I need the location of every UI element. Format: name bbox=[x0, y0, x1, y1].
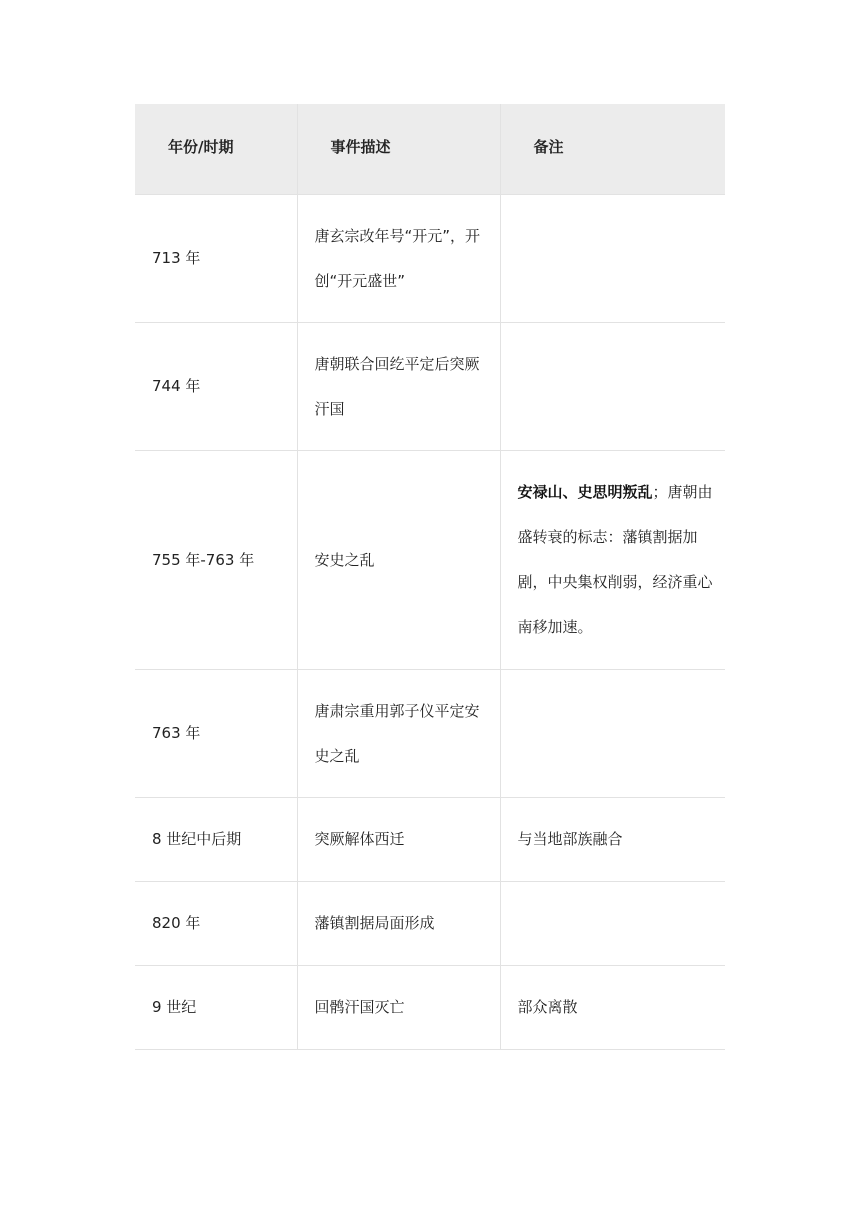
period-cell: 713 年 bbox=[135, 195, 297, 323]
table-header-row bbox=[135, 104, 725, 195]
note-text: 部众离散 bbox=[517, 998, 578, 1016]
header-event: 事件描述 bbox=[297, 104, 500, 195]
event-cell: 安史之乱 bbox=[297, 451, 500, 670]
table-row bbox=[135, 195, 725, 323]
note-cell bbox=[500, 966, 725, 1050]
period-cell: 820 年 bbox=[135, 882, 297, 966]
event-cell: 唐朝联合回纥平定后突厥汗国 bbox=[297, 323, 500, 451]
header-period: 年份/时期 bbox=[135, 104, 297, 195]
note-cell bbox=[500, 195, 725, 323]
note-cell bbox=[500, 882, 725, 966]
period-cell: 763 年 bbox=[135, 670, 297, 798]
document-page bbox=[135, 104, 725, 1050]
note-bold-text: 安禄山、史思明叛乱 bbox=[517, 483, 653, 501]
period-cell: 744 年 bbox=[135, 323, 297, 451]
table-row bbox=[135, 882, 725, 966]
period-cell: 9 世纪 bbox=[135, 966, 297, 1050]
event-cell: 突厥解体西迁 bbox=[297, 798, 500, 882]
note-cell bbox=[500, 798, 725, 882]
period-cell: 755 年-763 年 bbox=[135, 451, 297, 670]
table-row bbox=[135, 323, 725, 451]
note-text: 与当地部族融合 bbox=[517, 830, 623, 848]
event-cell: 唐玄宗改年号“开元”，开创“开元盛世” bbox=[297, 195, 500, 323]
events-table bbox=[135, 104, 725, 1050]
header-note: 备注 bbox=[500, 104, 725, 195]
note-cell bbox=[500, 323, 725, 451]
event-cell: 回鹘汗国灭亡 bbox=[297, 966, 500, 1050]
event-cell: 藩镇割据局面形成 bbox=[297, 882, 500, 966]
event-cell: 唐肃宗重用郭子仪平定安史之乱 bbox=[297, 670, 500, 798]
table-row bbox=[135, 966, 725, 1050]
note-cell bbox=[500, 451, 725, 670]
note-cell bbox=[500, 670, 725, 798]
table-row bbox=[135, 798, 725, 882]
table-row bbox=[135, 670, 725, 798]
period-cell: 8 世纪中后期 bbox=[135, 798, 297, 882]
note-text: ；唐朝由盛转衰的标志：藩镇割据加剧，中央集权削弱，经济重心南移加速。 bbox=[517, 483, 713, 636]
table-row bbox=[135, 451, 725, 670]
